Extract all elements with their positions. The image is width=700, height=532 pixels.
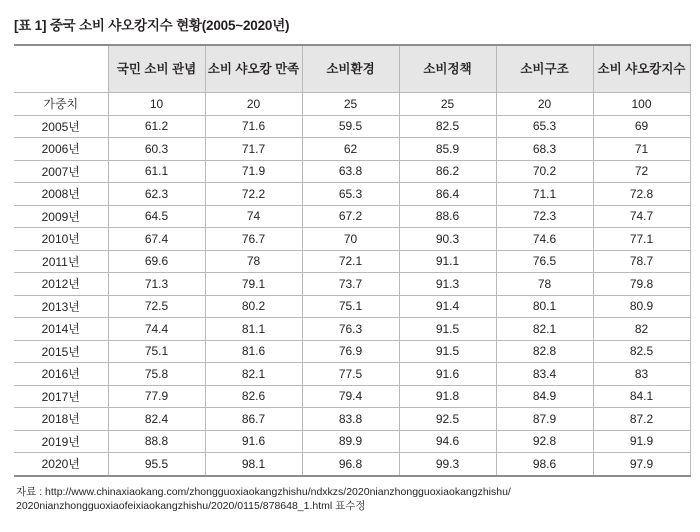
- table-row: [14, 363, 690, 386]
- cell: 72.5: [108, 295, 205, 318]
- table-row: [14, 340, 690, 363]
- cell: 91.3: [399, 273, 496, 296]
- table-row: [14, 273, 690, 296]
- cell: 90.3: [399, 228, 496, 251]
- cell: 80.2: [205, 295, 302, 318]
- cell: 67.2: [302, 205, 399, 228]
- row-label: 2018년: [14, 408, 108, 431]
- cell: 63.8: [302, 160, 399, 183]
- column-header-0: 국민 소비 관념: [108, 45, 205, 93]
- cell: 81.6: [205, 340, 302, 363]
- cell: 96.8: [302, 453, 399, 476]
- column-header-2: 소비환경: [302, 45, 399, 93]
- cell: 83.4: [496, 363, 593, 386]
- cell: 69: [593, 115, 690, 138]
- cell: 91.9: [593, 430, 690, 453]
- cell: 78: [496, 273, 593, 296]
- cell: 76.5: [496, 250, 593, 273]
- cell: 94.6: [399, 430, 496, 453]
- cell: 85.9: [399, 138, 496, 161]
- cell: 72.3: [496, 205, 593, 228]
- cell: 74.7: [593, 205, 690, 228]
- cell: 91.8: [399, 385, 496, 408]
- cell: 91.1: [399, 250, 496, 273]
- cell: 100: [593, 93, 690, 116]
- cell: 25: [302, 93, 399, 116]
- xiaokang-index-table: [14, 44, 691, 477]
- cell: 74: [205, 205, 302, 228]
- column-header-5: 소비 샤오캉지수: [593, 45, 690, 93]
- cell: 88.8: [108, 430, 205, 453]
- column-header-3: 소비정책: [399, 45, 496, 93]
- row-label: 2017년: [14, 385, 108, 408]
- row-label: 가중치: [14, 93, 108, 116]
- row-label: 2005년: [14, 115, 108, 138]
- row-label: 2011년: [14, 250, 108, 273]
- source-line-1: 자료 : http://www.chinaxiaokang.com/zhongguoxiaokangzhishu/ndxkzs/2020nianzhongguoxiaokangzhishu/: [16, 485, 511, 498]
- row-label: 2014년: [14, 318, 108, 341]
- table-row: [14, 318, 690, 341]
- cell: 86.7: [205, 408, 302, 431]
- cell: 87.2: [593, 408, 690, 431]
- cell: 65.3: [302, 183, 399, 206]
- cell: 82.4: [108, 408, 205, 431]
- cell: 91.5: [399, 318, 496, 341]
- cell: 75.8: [108, 363, 205, 386]
- cell: 86.2: [399, 160, 496, 183]
- cell: 79.8: [593, 273, 690, 296]
- cell: 98.6: [496, 453, 593, 476]
- cell: 82.6: [205, 385, 302, 408]
- cell: 70.2: [496, 160, 593, 183]
- cell: 61.1: [108, 160, 205, 183]
- cell: 84.1: [593, 385, 690, 408]
- cell: 77.9: [108, 385, 205, 408]
- cell: 92.5: [399, 408, 496, 431]
- cell: 92.8: [496, 430, 593, 453]
- table-row: [14, 115, 690, 138]
- cell: 80.9: [593, 295, 690, 318]
- cell: 84.9: [496, 385, 593, 408]
- table-header: [14, 45, 690, 93]
- cell: 97.9: [593, 453, 690, 476]
- cell: 98.1: [205, 453, 302, 476]
- cell: 75.1: [302, 295, 399, 318]
- cell: 72.8: [593, 183, 690, 206]
- row-label: 2015년: [14, 340, 108, 363]
- cell: 25: [399, 93, 496, 116]
- cell: 72.1: [302, 250, 399, 273]
- cell: 83: [593, 363, 690, 386]
- cell: 62.3: [108, 183, 205, 206]
- cell: 89.9: [302, 430, 399, 453]
- cell: 65.3: [496, 115, 593, 138]
- cell: 82.1: [205, 363, 302, 386]
- cell: 87.9: [496, 408, 593, 431]
- row-label: 2010년: [14, 228, 108, 251]
- table-row: [14, 453, 690, 476]
- cell: 83.8: [302, 408, 399, 431]
- cell: 60.3: [108, 138, 205, 161]
- table-row: [14, 138, 690, 161]
- table-row: [14, 385, 690, 408]
- header-row: [14, 45, 690, 93]
- cell: 71.7: [205, 138, 302, 161]
- cell: 73.7: [302, 273, 399, 296]
- row-label: 2019년: [14, 430, 108, 453]
- cell: 10: [108, 93, 205, 116]
- cell: 86.4: [399, 183, 496, 206]
- cell: 71.1: [496, 183, 593, 206]
- row-label: 2020년: [14, 453, 108, 476]
- cell: 20: [205, 93, 302, 116]
- cell: 80.1: [496, 295, 593, 318]
- table-row: [14, 183, 690, 206]
- row-label: 2008년: [14, 183, 108, 206]
- row-label: 2016년: [14, 363, 108, 386]
- cell: 72.2: [205, 183, 302, 206]
- cell: 68.3: [496, 138, 593, 161]
- cell: 74.6: [496, 228, 593, 251]
- row-label: 2012년: [14, 273, 108, 296]
- cell: 77.1: [593, 228, 690, 251]
- cell: 82.8: [496, 340, 593, 363]
- cell: 71.6: [205, 115, 302, 138]
- cell: 67.4: [108, 228, 205, 251]
- table-row: [14, 228, 690, 251]
- cell: 91.6: [205, 430, 302, 453]
- cell: 74.4: [108, 318, 205, 341]
- table-corner-cell: [14, 45, 108, 93]
- page-title: [표 1] 중국 소비 샤오캉지수 현황(2005~2020년): [14, 18, 290, 33]
- cell: 91.4: [399, 295, 496, 318]
- cell: 82.5: [399, 115, 496, 138]
- cell: 72: [593, 160, 690, 183]
- cell: 62: [302, 138, 399, 161]
- cell: 76.9: [302, 340, 399, 363]
- table-row: [14, 295, 690, 318]
- column-header-4: 소비구조: [496, 45, 593, 93]
- cell: 78: [205, 250, 302, 273]
- cell: 91.5: [399, 340, 496, 363]
- cell: 81.1: [205, 318, 302, 341]
- cell: 79.4: [302, 385, 399, 408]
- source-note: [16, 485, 688, 513]
- table-row: [14, 160, 690, 183]
- cell: 95.5: [108, 453, 205, 476]
- row-label: 2009년: [14, 205, 108, 228]
- row-label: 2007년: [14, 160, 108, 183]
- cell: 76.3: [302, 318, 399, 341]
- table-row: [14, 430, 690, 453]
- table-row: [14, 93, 690, 116]
- cell: 64.5: [108, 205, 205, 228]
- table-body: [14, 93, 690, 476]
- table-row: [14, 250, 690, 273]
- cell: 82.5: [593, 340, 690, 363]
- cell: 79.1: [205, 273, 302, 296]
- cell: 70: [302, 228, 399, 251]
- cell: 77.5: [302, 363, 399, 386]
- row-label: 2006년: [14, 138, 108, 161]
- cell: 75.1: [108, 340, 205, 363]
- cell: 20: [496, 93, 593, 116]
- cell: 71.3: [108, 273, 205, 296]
- cell: 71: [593, 138, 690, 161]
- cell: 82: [593, 318, 690, 341]
- cell: 88.6: [399, 205, 496, 228]
- cell: 99.3: [399, 453, 496, 476]
- cell: 69.6: [108, 250, 205, 273]
- table-row: [14, 408, 690, 431]
- cell: 78.7: [593, 250, 690, 273]
- cell: 59.5: [302, 115, 399, 138]
- cell: 91.6: [399, 363, 496, 386]
- cell: 76.7: [205, 228, 302, 251]
- row-label: 2013년: [14, 295, 108, 318]
- column-header-1: 소비 샤오캉 만족: [205, 45, 302, 93]
- source-line-2: 2020nianzhongguoxiaofeixiaokangzhishu/2020/0115/878648_1.html 표수정: [16, 499, 366, 512]
- cell: 82.1: [496, 318, 593, 341]
- cell: 61.2: [108, 115, 205, 138]
- table-row: [14, 205, 690, 228]
- cell: 71.9: [205, 160, 302, 183]
